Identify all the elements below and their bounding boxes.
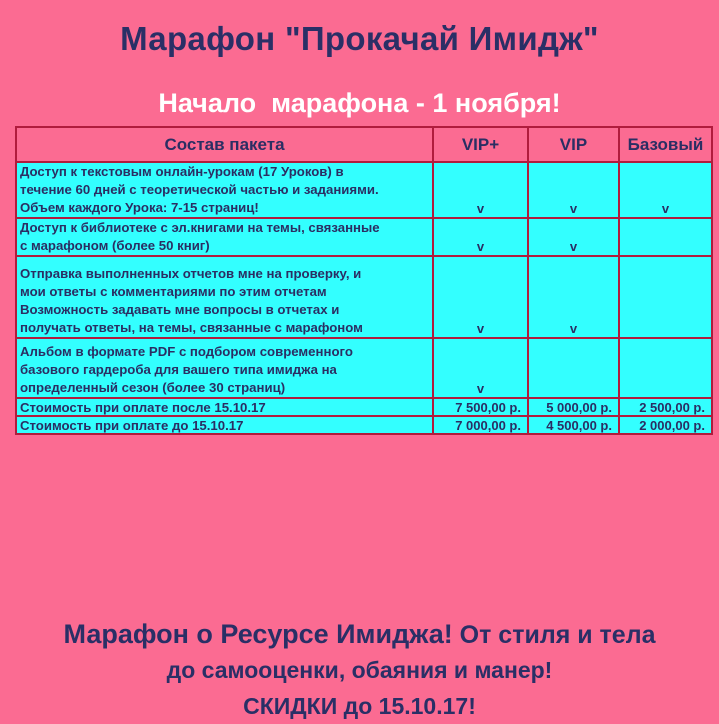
price-label: Стоимость при оплате до 15.10.17 [16,416,433,434]
check-basic [619,256,712,338]
footer-line-1 [0,617,719,652]
footer-line-1-rest: От стиля и тела [452,621,656,649]
price-vip-plus: 7 000,00 р. [433,416,528,434]
check-vip-plus: v [433,338,528,398]
table-row [16,162,712,218]
row-description: Доступ к библиотеке с эл.книгами на темы, связанные с марафоном (более 50 книг) [16,218,433,256]
row-description: Отправка выполненных отчетов мне на проверку, и мои ответы с комментариями по этим отчетам Возможность задавать мне вопросы в отчетах и получать ответы, на темы, связанные с марафоном [16,256,433,338]
header-vip-plus: VIP+ [433,127,528,162]
footer-discount: СКИДКИ до 15.10.17! [243,693,476,719]
check-vip [528,338,619,398]
check-vip: v [528,162,619,218]
check-vip-plus: v [433,218,528,256]
price-row-after [16,398,712,416]
page-title: Марафон "Прокачай Имидж" [120,20,599,57]
check-vip-plus: v [433,162,528,218]
price-vip: 5 000,00 р. [528,398,619,416]
table-header-row [16,127,712,162]
header-vip: VIP [528,127,619,162]
check-vip: v [528,218,619,256]
start-date-subtitle: Начало марафона - 1 ноября! [158,88,561,118]
footer-line-2: до самооценки, обаяния и манер! [166,657,553,683]
table-row [16,338,712,398]
check-basic: v [619,162,712,218]
promo-footer [0,617,719,724]
row-description: Альбом в формате PDF с подбором современного базового гардероба для вашего типа имиджа на определенный сезон (более 30 страниц) [16,338,433,398]
footer-headline: Марафон о Ресурсе Имиджа! [63,619,453,649]
check-vip: v [528,256,619,338]
check-vip-plus: v [433,256,528,338]
price-label: Стоимость при оплате после 15.10.17 [16,398,433,416]
price-basic: 2 000,00 р. [619,416,712,434]
table-row [16,256,712,338]
price-basic: 2 500,00 р. [619,398,712,416]
price-vip-plus: 7 500,00 р. [433,398,528,416]
row-description: Доступ к текстовым онлайн-урокам (17 Уроков) в течение 60 дней с теоретической частью и заданиями. Объем каждого Урока: 7-15 страниц! [16,162,433,218]
check-basic [619,218,712,256]
check-basic [619,338,712,398]
header-package-contents: Состав пакета [16,127,433,162]
price-row-before [16,416,712,434]
price-vip: 4 500,00 р. [528,416,619,434]
package-table [15,126,711,435]
header-basic: Базовый [619,127,712,162]
table-row [16,218,712,256]
